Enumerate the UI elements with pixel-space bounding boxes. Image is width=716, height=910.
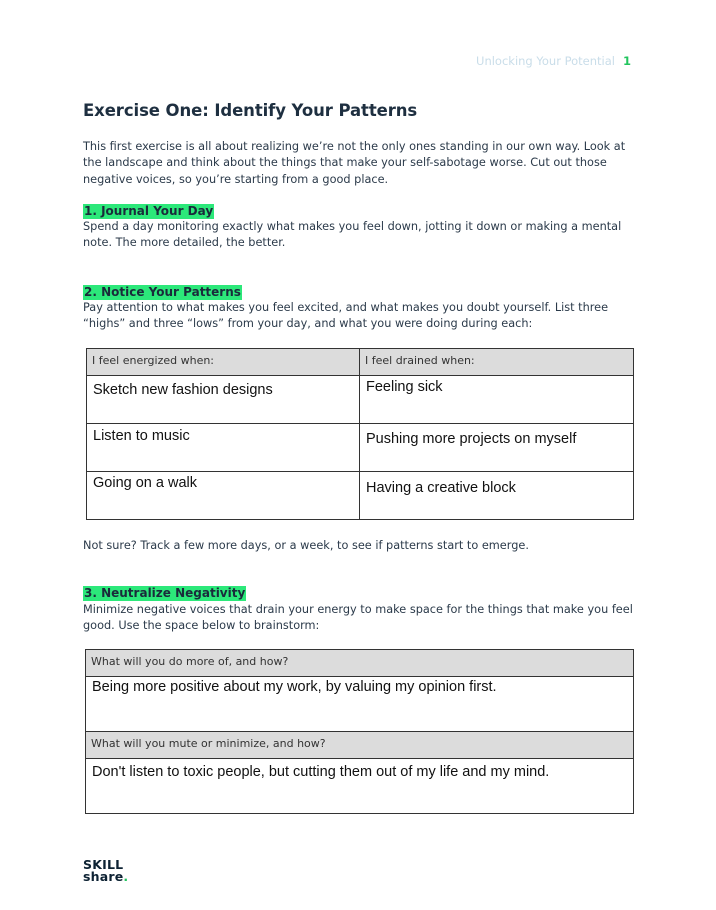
drained-cell[interactable]: Having a creative block	[360, 472, 634, 520]
section-heading-patterns: 2. Notice Your Patterns	[84, 285, 241, 299]
table-header-row	[86, 732, 634, 759]
table-header-row	[87, 349, 634, 376]
do-more-answer[interactable]: Being more positive about my work, by valuing my opinion first.	[86, 677, 634, 732]
not-sure-note: Not sure? Track a few more days, or a week, to see if patterns start to emerge.	[83, 539, 529, 552]
patterns-table	[86, 348, 634, 520]
logo-dot: .	[123, 869, 129, 884]
exercise-title: Exercise One: Identify Your Patterns	[83, 101, 418, 120]
table-header-row	[86, 650, 634, 677]
table-row	[86, 759, 634, 814]
header-title: Unlocking Your Potential	[476, 54, 615, 68]
brainstorm-table	[85, 649, 634, 814]
mute-prompt: What will you mute or minimize, and how?	[86, 732, 634, 759]
drained-cell[interactable]: Feeling sick	[360, 376, 634, 424]
section-heading-negativity: 3. Neutralize Negativity	[84, 586, 246, 600]
mute-answer[interactable]: Don't listen to toxic people, but cutting them out of my life and my mind.	[86, 759, 634, 814]
logo-line-1: SKILL	[83, 857, 124, 872]
energized-header: I feel energized when:	[87, 349, 360, 376]
section-body-journal: Spend a day monitoring exactly what makes you feel down, jotting it down or making a mental note. The more detailed, the better.	[83, 220, 622, 250]
energized-cell[interactable]: Sketch new fashion designs	[87, 376, 360, 424]
intro-paragraph: This first exercise is all about realizing we’re not the only ones standing in our own way. Look at the landscape and think about the things that make your self-sabotage worse. Cut out those negative voices, so you’re starting from a good place.	[83, 140, 626, 186]
drained-cell[interactable]: Pushing more projects on myself	[360, 424, 634, 472]
section-body-patterns: Pay attention to what makes you feel excited, and what makes you doubt yourself. List three “highs” and three “lows” from your day, and what you were doing during each:	[83, 301, 609, 331]
drained-header: I feel drained when:	[360, 349, 634, 376]
section-heading-journal: 1. Journal Your Day	[84, 204, 214, 218]
table-row	[87, 376, 634, 424]
energized-cell[interactable]: Going on a walk	[87, 472, 360, 520]
skillshare-logo	[83, 859, 128, 883]
table-row	[87, 424, 634, 472]
logo-line-2-text: share	[83, 869, 124, 884]
table-row	[86, 677, 634, 732]
do-more-prompt: What will you do more of, and how?	[86, 650, 634, 677]
energized-cell[interactable]: Listen to music	[87, 424, 360, 472]
table-row	[87, 472, 634, 520]
section-body-negativity: Minimize negative voices that drain your energy to make space for the things that make you feel good. Use the space below to brainstorm:	[83, 603, 633, 633]
page-number: 1	[622, 54, 631, 68]
logo-line-2	[83, 871, 128, 883]
page-header	[476, 54, 631, 68]
